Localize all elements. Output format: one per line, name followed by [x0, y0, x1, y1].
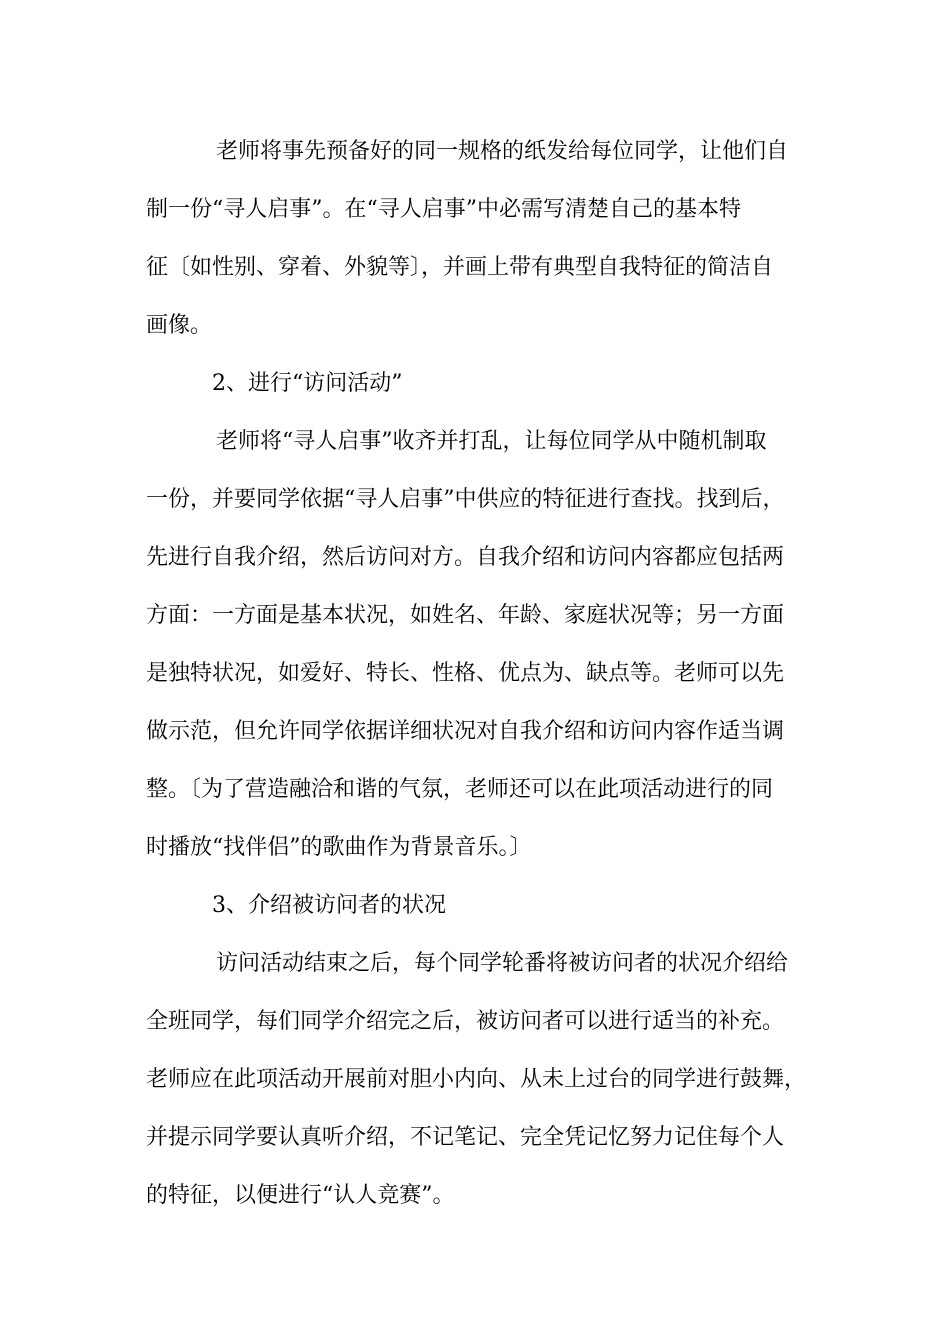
paragraph-line: 是独特状况，如爱好、特长、性格、优点为、缺点等。老师可以先 [146, 661, 785, 686]
section-heading-2: 2、进行“访问活动” [212, 371, 403, 396]
paragraph-line: 并提示同学要认真听介绍，不记笔记、完全凭记忆努力记住每个人 [146, 1125, 785, 1150]
section-heading-3: 3、介绍被访问者的状况 [212, 893, 446, 918]
paragraph-line: 征〔如性别、穿着、外貌等〕，并画上带有典型自我特征的简洁自 [146, 255, 774, 280]
paragraph-line: 老师将事先预备好的同一规格的纸发给每位同学，让他们自 [216, 139, 789, 164]
paragraph-line: 方面：一方面是基本状况，如姓名、年龄、家庭状况等；另一方面 [146, 603, 785, 628]
paragraph-line: 访问活动结束之后，每个同学轮番将被访问者的状况介绍给 [216, 951, 789, 976]
paragraph-line: 的特征，以便进行“认人竞赛”。 [146, 1183, 455, 1208]
paragraph-line: 整。〔为了营造融洽和谐的气氛，老师还可以在此项活动进行的同 [146, 777, 774, 802]
paragraph-line: 一份，并要同学依据“寻人启事”中供应的特征进行查找。找到后， [146, 487, 785, 512]
paragraph-line: 做示范，但允许同学依据详细状况对自我介绍和访问内容作适当调 [146, 719, 785, 744]
paragraph-line: 先进行自我介绍，然后访问对方。自我介绍和访问内容都应包括两 [146, 545, 785, 570]
paragraph-line: 时播放“找伴侣”的歌曲作为背景音乐。〕 [146, 835, 532, 860]
paragraph-line: 画像。 [146, 313, 213, 338]
paragraph-line: 老师将“寻人启事”收齐并打乱，让每位同学从中随机制取 [216, 429, 767, 454]
paragraph-line: 全班同学，每们同学介绍完之后，被访问者可以进行适当的补充。 [146, 1009, 785, 1034]
paragraph-line: 老师应在此项活动开展前对胆小内向、从未上过台的同学进行鼓舞， [146, 1067, 807, 1092]
paragraph-line: 制一份“寻人启事”。在“寻人启事”中必需写清楚自己的基本特 [146, 197, 741, 222]
